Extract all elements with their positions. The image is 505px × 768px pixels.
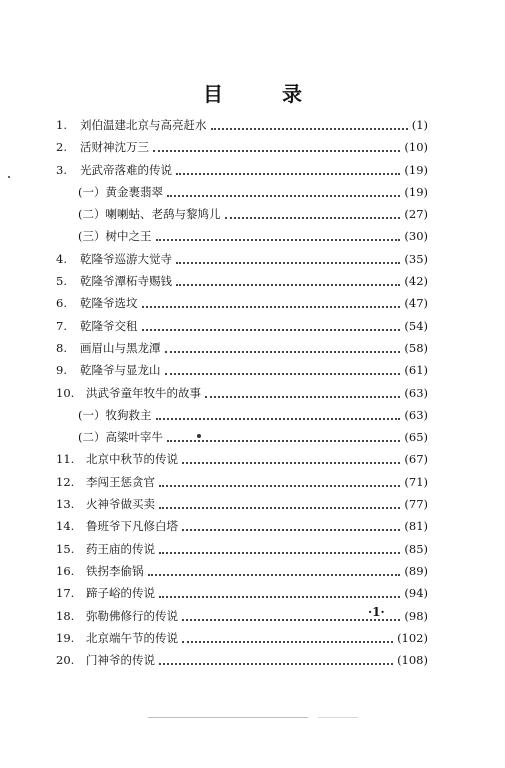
entry-page: (108) [397, 653, 428, 668]
entry-title: 李闯王惩贪官 [86, 474, 155, 489]
dot-leader [153, 150, 400, 152]
sub-entry-title: (一）牧狗救主 [78, 407, 152, 422]
entry-page: (10) [404, 140, 428, 155]
sub-entry-title: (二）喇喇蛄、老鸹与黎鸠儿 [78, 207, 221, 222]
toc-entry[interactable] [56, 248, 428, 270]
toc-heading: 目 录 [203, 82, 328, 106]
entry-page: (63) [404, 407, 428, 422]
entry-number: 7. [56, 318, 67, 333]
dot-leader [205, 396, 400, 398]
dot-leader [176, 173, 400, 175]
scan-artifact-dot [197, 434, 201, 438]
toc-entry[interactable] [56, 181, 428, 203]
entry-number: 4. [56, 251, 67, 266]
dot-leader [176, 284, 400, 286]
entry-title: 鲁班爷下凡修白塔 [86, 519, 178, 534]
entry-page: (54) [404, 318, 428, 333]
entry-page: (77) [404, 497, 428, 512]
entry-title: 画眉山与黑龙潭 [80, 340, 161, 355]
table-of-contents [56, 114, 428, 671]
dot-leader [165, 373, 400, 375]
entry-page: (89) [404, 563, 428, 578]
dot-leader [167, 195, 400, 197]
entry-title: 北京中秋节的传说 [86, 452, 178, 467]
dot-leader [167, 440, 400, 442]
entry-number: 9. [56, 363, 67, 378]
toc-entry[interactable] [56, 114, 428, 136]
dot-leader [225, 217, 400, 219]
entry-page: (47) [404, 296, 428, 311]
entry-title: 乾隆爷与显龙山 [80, 363, 161, 378]
entry-number: 3. [56, 162, 67, 177]
toc-entry[interactable] [56, 292, 428, 314]
dot-leader [142, 329, 400, 331]
entry-page: (85) [404, 541, 428, 556]
entry-title: 刘伯温建北京与高亮赶水 [80, 118, 207, 132]
entry-page: (98) [404, 608, 428, 623]
entry-number: 18. [56, 608, 75, 623]
entry-page: (35) [404, 251, 428, 266]
entry-number: 12. [56, 474, 75, 489]
entry-title: 活财神沈万三 [80, 140, 149, 155]
entry-title: 北京端午节的传说 [86, 630, 178, 645]
entry-page: (19) [404, 184, 428, 199]
entry-number: 2. [56, 140, 67, 155]
entry-title: 弥勒佛修行的传说 [86, 608, 178, 623]
entry-page: (81) [404, 519, 428, 534]
entry-title: 蹄子峪的传说 [86, 586, 155, 601]
toc-entry[interactable] [56, 315, 428, 337]
sub-entry-title: (一）黄金裹翡翠 [78, 184, 163, 199]
entry-number: 16. [56, 563, 75, 578]
entry-title: 门神爷的传说 [86, 653, 155, 668]
dot-leader [182, 641, 393, 643]
toc-entry[interactable] [56, 649, 428, 671]
entry-title: 铁拐李偷锅 [86, 563, 144, 578]
entry-number: 13. [56, 497, 75, 512]
entry-page: (19) [404, 162, 428, 177]
dot-leader [165, 351, 400, 353]
dot-leader [142, 306, 400, 308]
dot-leader [159, 507, 400, 509]
dot-leader [182, 529, 400, 531]
entry-page: (71) [404, 474, 428, 489]
scan-artifact-line [318, 717, 358, 718]
entry-number: 11. [56, 452, 75, 467]
dot-leader [148, 574, 400, 576]
entry-title: 乾隆爷潭柘寺赐钱 [80, 274, 172, 289]
entry-page: (27) [404, 207, 428, 222]
entry-title: 洪武爷童年牧牛的故事 [86, 385, 201, 400]
page-number: ·1· [368, 605, 385, 619]
entry-page: (102) [397, 630, 428, 645]
toc-entry[interactable] [56, 270, 428, 292]
toc-entry[interactable] [56, 136, 428, 158]
toc-entry[interactable] [56, 515, 428, 537]
toc-entry[interactable] [56, 337, 428, 359]
entry-number: 14. [56, 519, 75, 534]
entry-page: (65) [404, 430, 428, 445]
entry-number: 20. [56, 653, 75, 668]
entry-title: 乾隆爷交租 [80, 318, 138, 333]
entry-page: (94) [404, 586, 428, 601]
entry-number: 1. [56, 118, 67, 132]
dot-leader [211, 128, 408, 130]
entry-page: (67) [404, 452, 428, 467]
dot-leader [159, 663, 393, 665]
dot-leader [156, 418, 400, 420]
toc-entry[interactable] [56, 627, 428, 649]
toc-entry[interactable] [56, 359, 428, 381]
dot-leader [159, 552, 400, 554]
dot-leader [156, 239, 400, 241]
toc-entry[interactable] [56, 404, 428, 426]
toc-entry[interactable] [56, 426, 428, 448]
entry-title: 火神爷做买卖 [86, 497, 155, 512]
entry-number: 5. [56, 274, 67, 289]
scan-artifact-dot [8, 176, 10, 178]
sub-entry-title: (三）树中之王 [78, 229, 152, 244]
entry-page: (61) [404, 363, 428, 378]
entry-number: 8. [56, 340, 67, 355]
entry-page: (1) [411, 118, 428, 132]
entry-page: (42) [404, 274, 428, 289]
dot-leader [159, 485, 400, 487]
entry-number: 6. [56, 296, 67, 311]
dot-leader [176, 262, 400, 264]
toc-entry[interactable] [56, 582, 428, 604]
entry-title: 药王庙的传说 [86, 541, 155, 556]
dot-leader [182, 462, 400, 464]
toc-entry[interactable] [56, 471, 428, 493]
entry-number: 15. [56, 541, 75, 556]
entry-number: 17. [56, 586, 75, 601]
dot-leader [159, 596, 400, 598]
entry-title: 乾隆爷选坟 [80, 296, 138, 311]
toc-entry[interactable] [56, 493, 428, 515]
toc-entry[interactable] [56, 382, 428, 404]
toc-entry[interactable] [56, 538, 428, 560]
scan-artifact-line [148, 717, 308, 718]
toc-entry[interactable] [56, 560, 428, 582]
entry-number: 19. [56, 630, 75, 645]
entry-title: 光武帝落难的传说 [80, 162, 172, 177]
toc-entry[interactable] [56, 159, 428, 181]
entry-title: 乾隆爷巡游大觉寺 [80, 251, 172, 266]
toc-entry[interactable] [56, 448, 428, 470]
sub-entry-title: (二）高粱叶宰牛 [78, 430, 163, 445]
entry-page: (63) [404, 385, 428, 400]
entry-number: 10. [56, 385, 75, 400]
entry-page: (30) [404, 229, 428, 244]
toc-entry[interactable] [56, 203, 428, 225]
toc-entry[interactable] [56, 225, 428, 247]
entry-page: (58) [404, 340, 428, 355]
